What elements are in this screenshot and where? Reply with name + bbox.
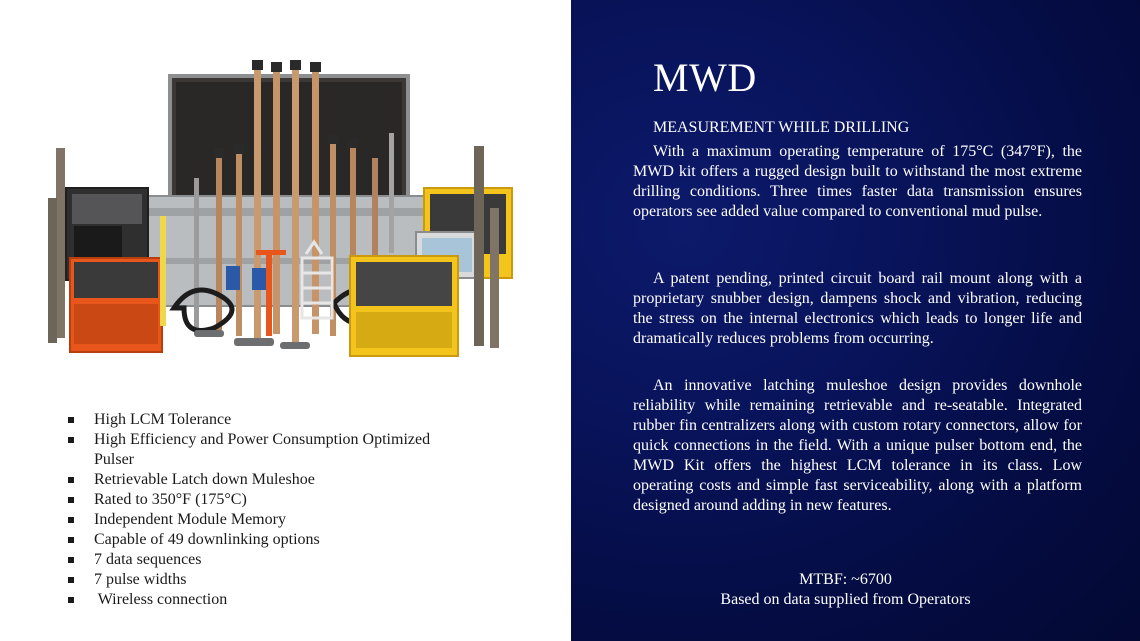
description-paragraph-1: With a maximum operating temperature of 175°C (347°F), the MWD kit offers a rugged design built to withstand the most extreme drilling conditions. Three times faster data transmission ensures operators see added value compared to conventional mud pulse.: [633, 143, 1082, 220]
square-bullet-icon: [68, 497, 74, 503]
feature-item: [68, 530, 468, 550]
feature-text: Rated to 350°F (175°C): [94, 491, 247, 508]
description-paragraph-3: An innovative latching muleshoe design provides downhole reliability while remaining retrievable and re-seatable. Integrated rubber fin centralizers along with custom rotary connectors, allow for quick connections in the field. With a unique pulser bottom end, the MWD Kit offers the highest LCM tolerance in its class. Low operating costs and simple fast serviceability, along with a platform designed around adding in new features.: [633, 377, 1082, 514]
feature-text: Independent Module Memory: [94, 511, 286, 528]
square-bullet-icon: [68, 537, 74, 543]
feature-text: High Efficiency and Power Consumption Optimized Pulser: [94, 431, 431, 468]
feature-item: [68, 510, 468, 530]
square-bullet-icon: [68, 437, 74, 443]
feature-text: High LCM Tolerance: [94, 411, 232, 428]
feature-item: [68, 570, 468, 590]
feature-text: Wireless connection: [94, 591, 228, 608]
mtbf-source: Based on data supplied from Operators: [720, 591, 971, 608]
square-bullet-icon: [68, 417, 74, 423]
square-bullet-icon: [68, 597, 74, 603]
feature-item: [68, 590, 468, 610]
right-panel: [571, 0, 1140, 641]
page-subtitle: MEASUREMENT WHILE DRILLING: [653, 119, 910, 136]
square-bullet-icon: [68, 477, 74, 483]
feature-item: [68, 470, 468, 490]
feature-item: [68, 430, 468, 470]
mtbf-note: [571, 570, 1120, 610]
page-title: MWD: [653, 55, 757, 100]
feature-text: 7 pulse widths: [94, 571, 187, 588]
feature-text: Capable of 49 downlinking options: [94, 531, 320, 548]
description-paragraph-2: A patent pending, printed circuit board rail mount along with a proprietary snubber design, dampens shock and vibration, reducing the stress on the internal electronics which leads to longer life and dramatically reduces problems from occurring.: [633, 270, 1082, 347]
feature-item: [68, 550, 468, 570]
square-bullet-icon: [68, 557, 74, 563]
mtbf-value: MTBF: ~6700: [799, 571, 892, 588]
square-bullet-icon: [68, 577, 74, 583]
feature-item: [68, 490, 468, 510]
feature-text: 7 data sequences: [94, 551, 202, 568]
feature-list: [68, 410, 468, 610]
feature-text: Retrievable Latch down Muleshoe: [94, 471, 315, 488]
feature-item: [68, 410, 468, 430]
square-bullet-icon: [68, 517, 74, 523]
mwd-kit-product-photo: [44, 58, 514, 366]
